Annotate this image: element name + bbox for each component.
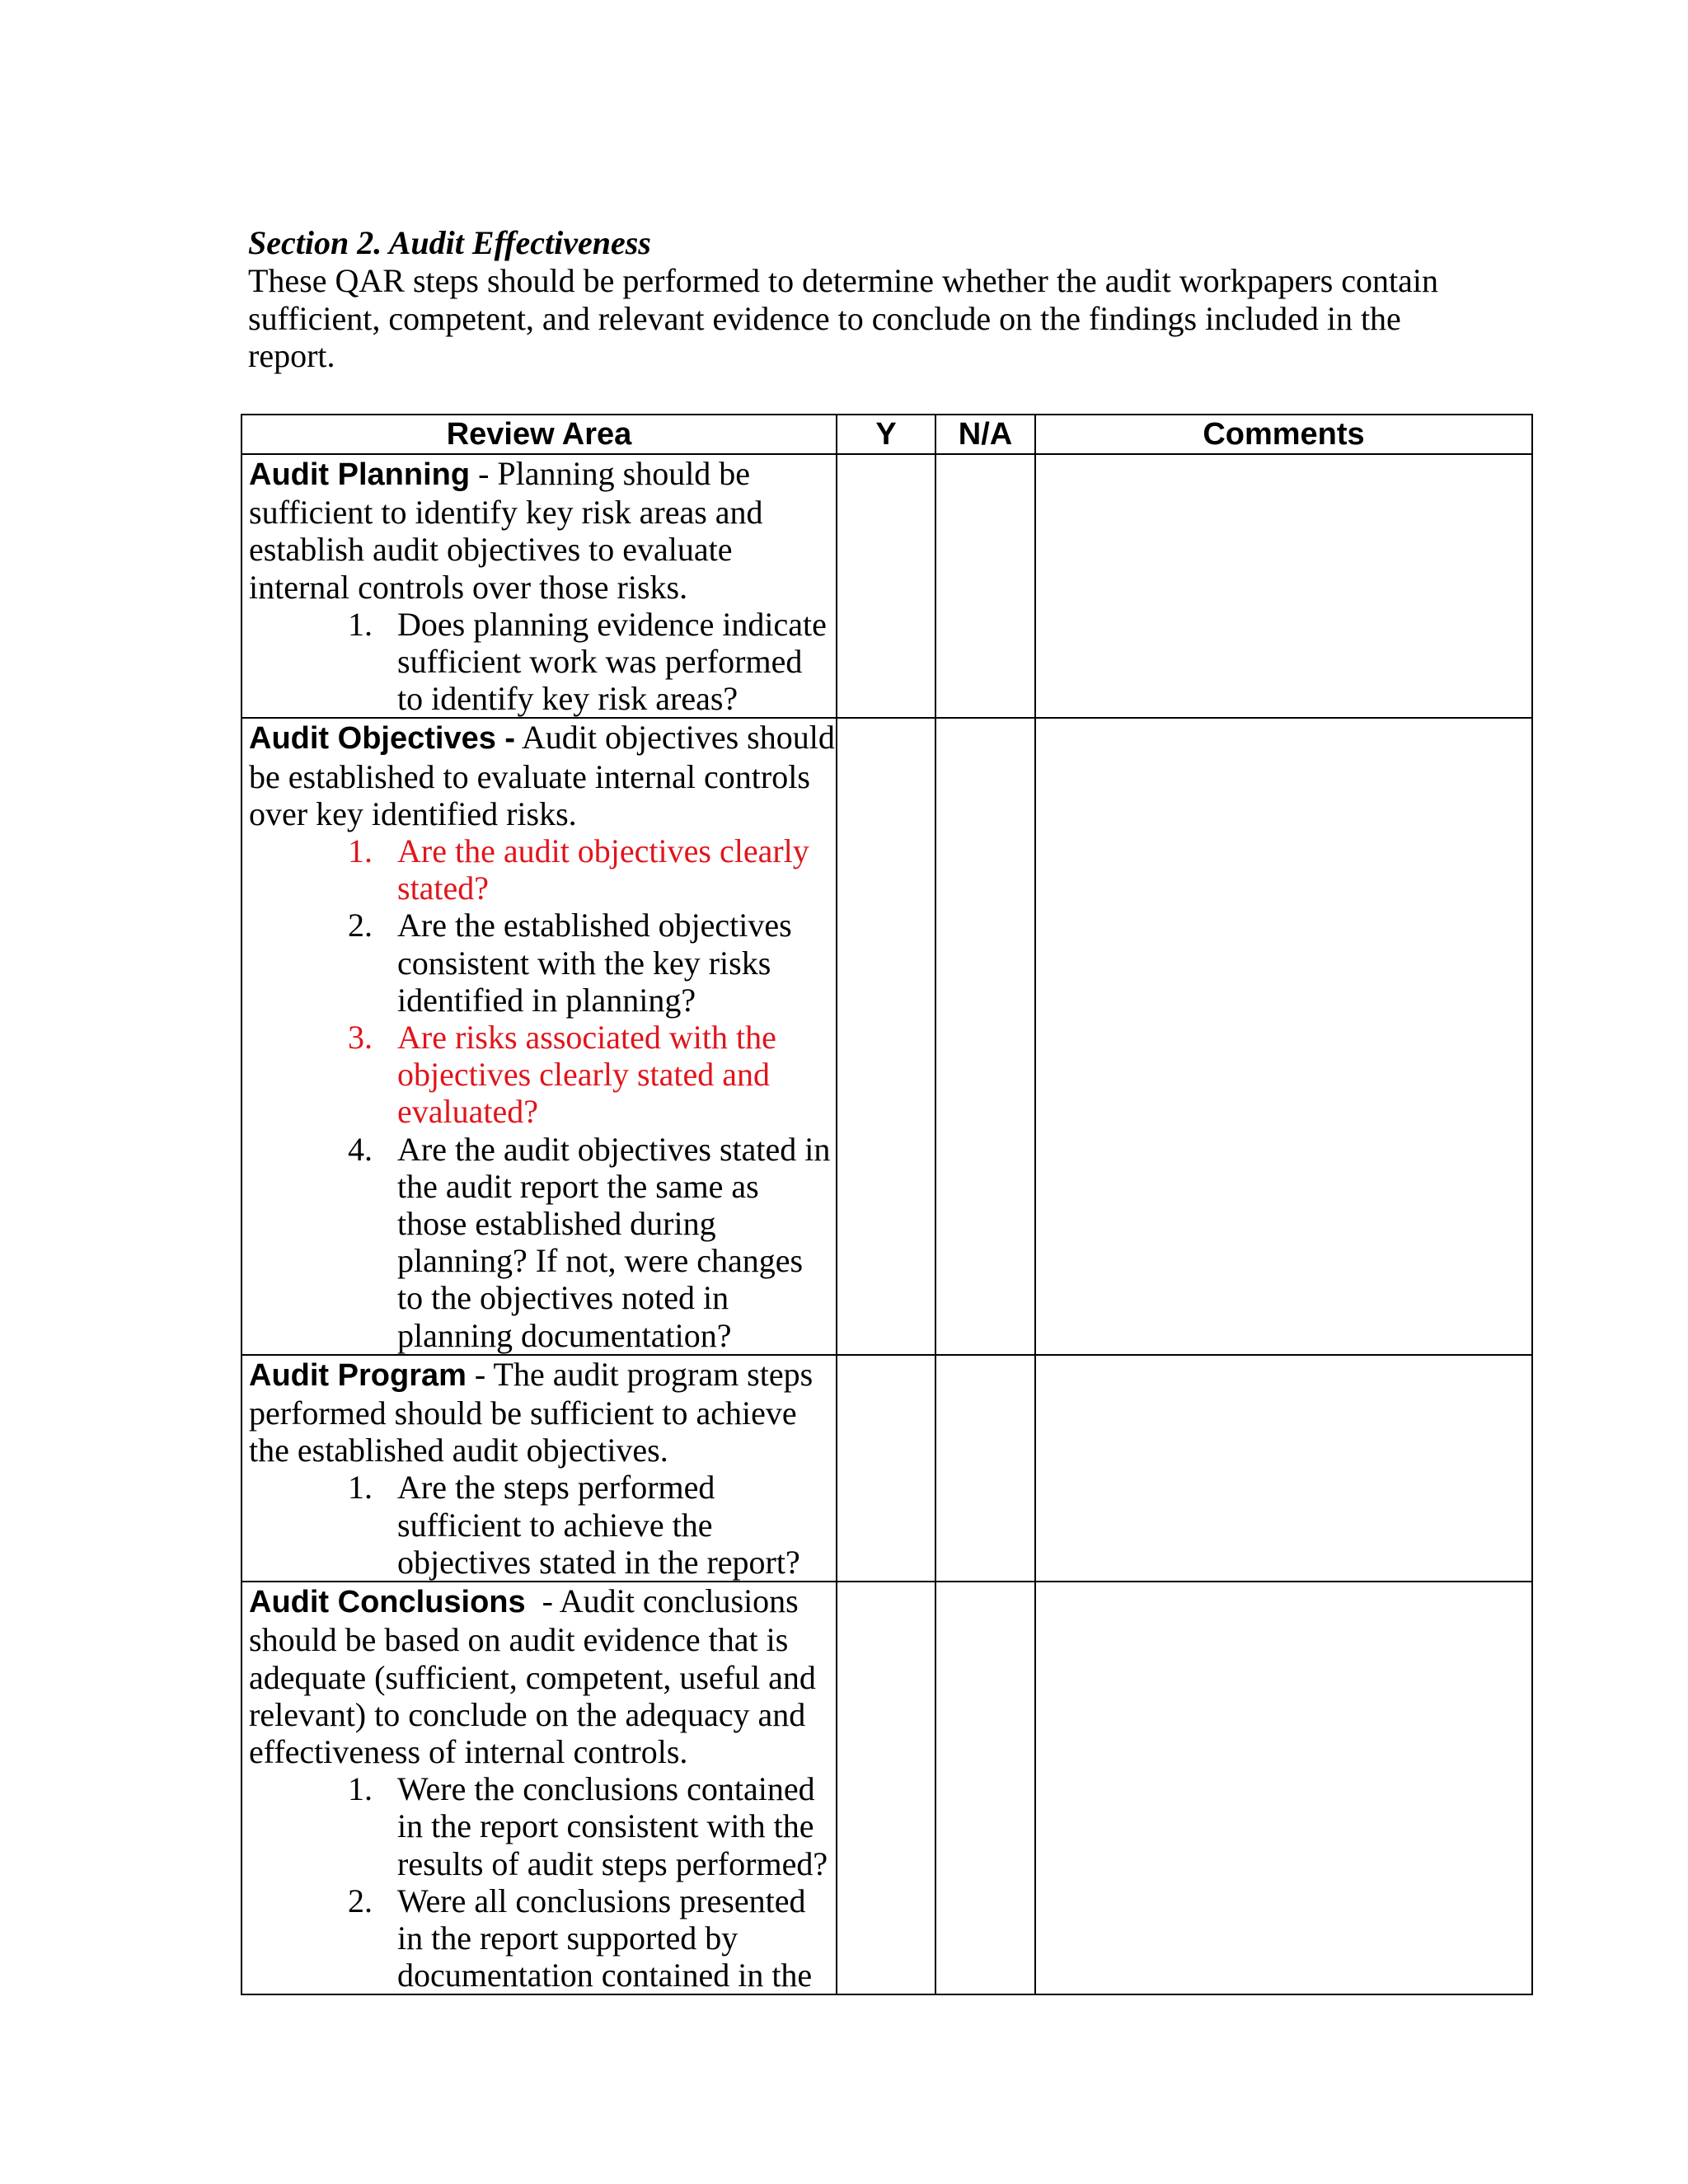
review-area-cell xyxy=(241,454,837,718)
step-item xyxy=(249,907,836,1019)
review-area-description: - The audit program steps performed should be sufficient to achieve the established audit objectives. xyxy=(249,1355,814,1469)
header-y: Y xyxy=(837,415,935,454)
comments-cell[interactable] xyxy=(1035,1355,1532,1582)
y-cell[interactable] xyxy=(837,718,935,1354)
step-number: 2. xyxy=(348,907,373,944)
step-text: Were all conclusions presented in the report supported by documentation contained in the xyxy=(397,1882,813,1994)
header-na: N/A xyxy=(935,415,1035,454)
step-list xyxy=(249,1770,836,1994)
step-item xyxy=(249,1131,836,1354)
review-area-title: Audit Objectives - xyxy=(249,721,516,757)
table-row xyxy=(241,1582,1532,1994)
step-text: Are the established objectives consistent with the key risks identified in planning? xyxy=(397,907,792,1019)
step-list xyxy=(249,832,836,1354)
na-cell[interactable] xyxy=(935,718,1035,1354)
review-area-cell xyxy=(241,1582,837,1994)
y-cell[interactable] xyxy=(837,454,935,718)
comments-cell[interactable] xyxy=(1035,1582,1532,1994)
review-table xyxy=(241,414,1533,1995)
step-number: 4. xyxy=(348,1130,373,1168)
na-cell[interactable] xyxy=(935,1582,1035,1994)
step-text: Are the audit objectives clearly stated? xyxy=(397,832,809,907)
step-list xyxy=(249,606,836,718)
step-text: Were the conclusions contained in the report consistent with the results of audit steps performed? xyxy=(397,1770,828,1882)
step-text: Are the steps performed sufficient to achieve the objectives stated in the report? xyxy=(397,1469,800,1581)
step-text: Does planning evidence indicate sufficient work was performed to identify key risk areas? xyxy=(397,605,827,718)
step-number: 1. xyxy=(348,1469,373,1507)
section-title: Section 2. Audit Effectiveness xyxy=(248,224,651,261)
step-text: Are risks associated with the objectives clearly stated and evaluated? xyxy=(397,1019,776,1131)
section-intro: These QAR steps should be performed to determine whether the audit workpapers contain sufficient, competent, and relevant evidence to conclude on the findings included in the report. xyxy=(248,262,1439,374)
step-item xyxy=(249,1882,836,1994)
table-header-row xyxy=(241,415,1532,454)
step-list xyxy=(249,1469,836,1581)
step-item xyxy=(249,1019,836,1131)
review-area-cell xyxy=(241,718,837,1354)
table-row xyxy=(241,1355,1532,1582)
step-item xyxy=(249,832,836,907)
review-area-title: Audit Conclusions xyxy=(249,1585,526,1620)
review-area-description: - Planning should be sufficient to identify key risk areas and establish audit objectives to evaluate internal controls over those risks. xyxy=(249,455,763,606)
step-number: 1. xyxy=(348,1770,373,1808)
step-number: 3. xyxy=(348,1019,373,1057)
step-item xyxy=(249,606,836,718)
table-row xyxy=(241,718,1532,1354)
y-cell[interactable] xyxy=(837,1582,935,1994)
review-area-description: Audit objectives should be established to evaluate internal controls over key identified risks. xyxy=(249,719,835,832)
review-area-description: - Audit conclusions should be based on audit evidence that is adequate (sufficient, competent, useful and relevant) to conclude on the adequacy and effectiveness of internal controls. xyxy=(249,1582,824,1770)
step-number: 1. xyxy=(348,605,373,643)
header-review-area: Review Area xyxy=(241,415,837,454)
step-item xyxy=(249,1770,836,1882)
step-number: 1. xyxy=(348,832,373,870)
review-area-title: Audit Planning xyxy=(249,457,471,492)
na-cell[interactable] xyxy=(935,454,1035,718)
header-comments: Comments xyxy=(1035,415,1532,454)
step-item xyxy=(249,1469,836,1581)
step-text: Are the audit objectives stated in the audit report the same as those established during planning? If not, were changes to the objectives noted in planning documentation? xyxy=(397,1130,831,1354)
na-cell[interactable] xyxy=(935,1355,1035,1582)
comments-cell[interactable] xyxy=(1035,718,1532,1354)
comments-cell[interactable] xyxy=(1035,454,1532,718)
table-row xyxy=(241,454,1532,718)
step-number: 2. xyxy=(348,1882,373,1919)
review-area-title: Audit Program xyxy=(249,1357,467,1393)
y-cell[interactable] xyxy=(837,1355,935,1582)
review-area-cell xyxy=(241,1355,837,1582)
